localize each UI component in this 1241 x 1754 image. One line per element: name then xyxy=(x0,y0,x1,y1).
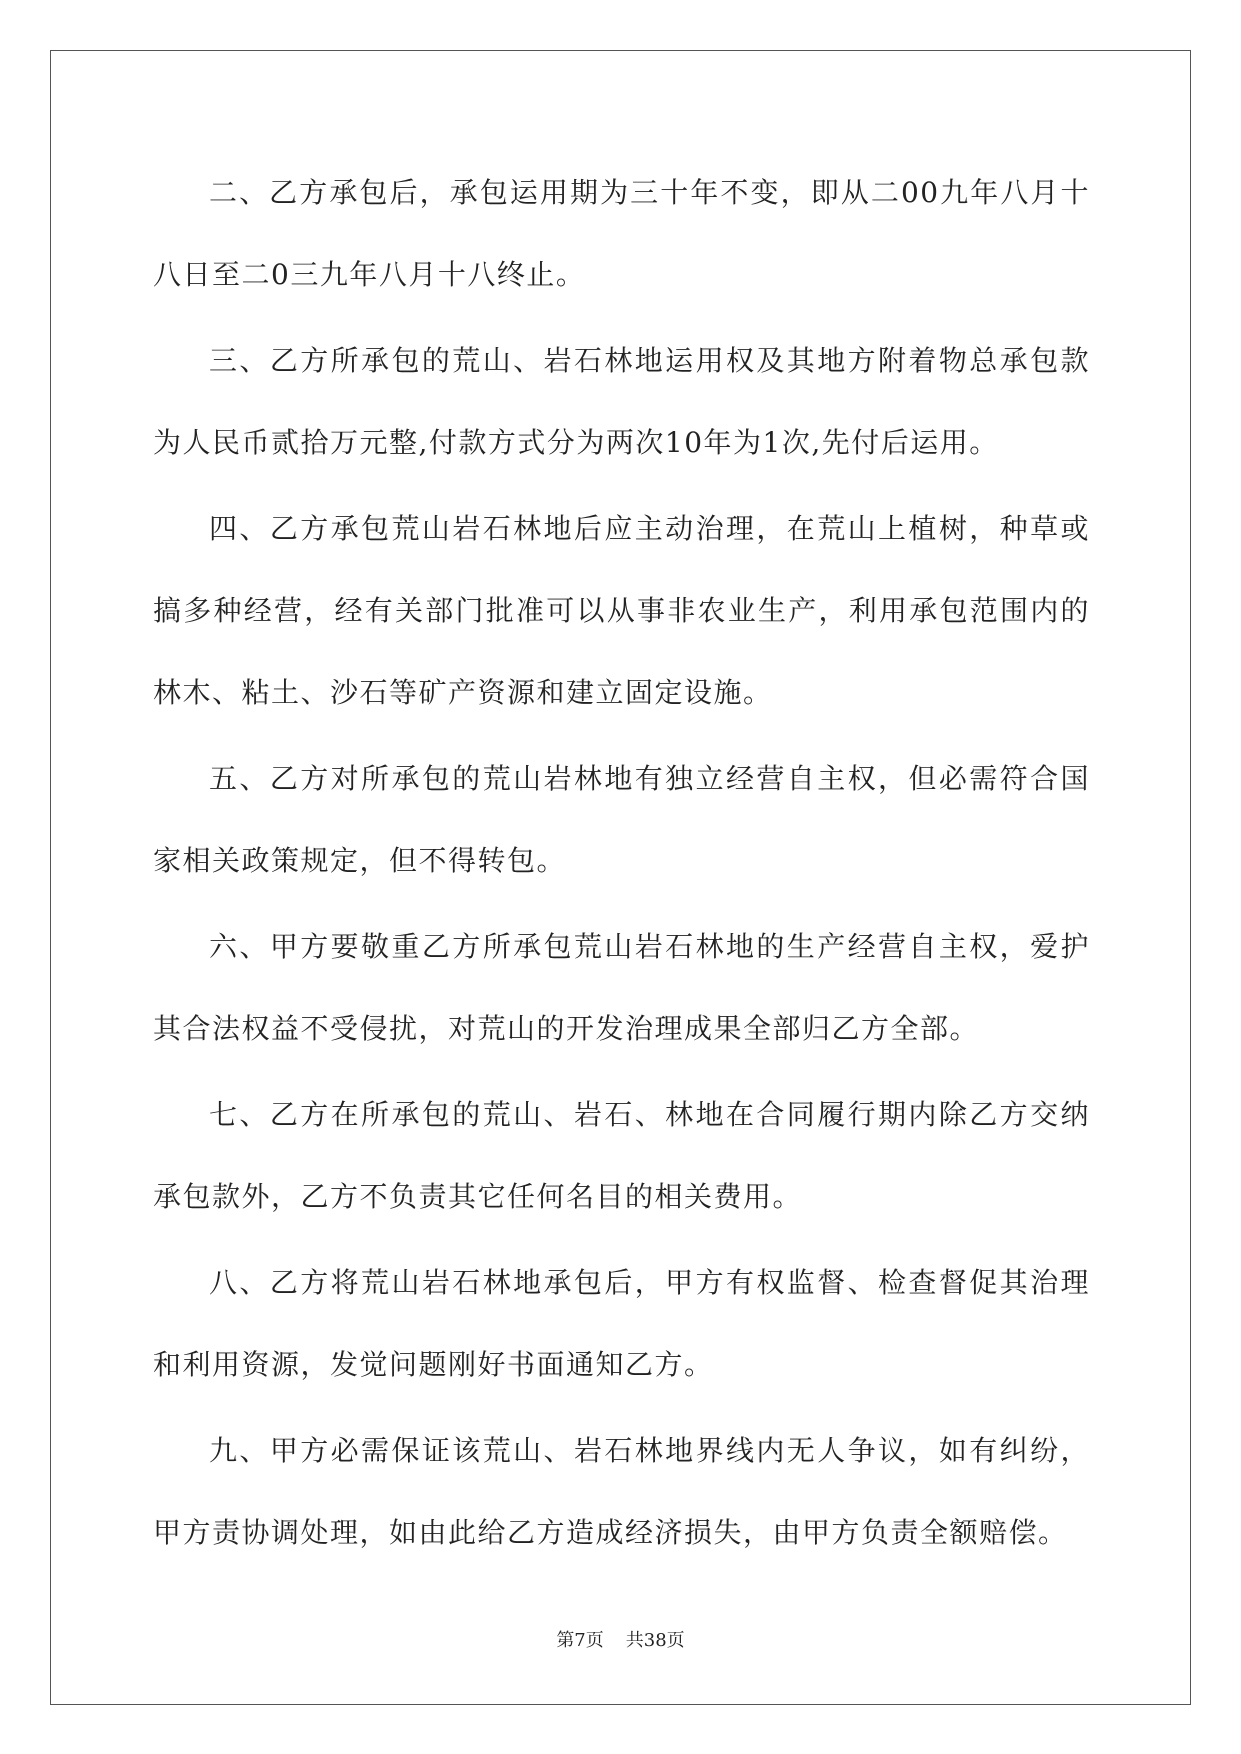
clause-4: 四、乙方承包荒山岩石林地后应主动治理，在荒山上植树，种草或搞多种经营，经有关部门批准可以从事非农业生产，利用承包范围内的林木、粘土、沙石等矿产资源和建立固定设施。 xyxy=(153,512,1090,709)
page-number: 第7页 xyxy=(556,1630,604,1651)
document-body xyxy=(153,152,1090,1578)
clause-9: 九、甲方必需保证该荒山、岩石林地界线内无人争议，如有纠纷，甲方责协调处理，如由此给乙方造成经济损失，由甲方负责全额赔偿。 xyxy=(153,1434,1090,1549)
clause-7: 七、乙方在所承包的荒山、岩石、林地在合同履行期内除乙方交纳承包款外，乙方不负责其它任何名目的相关费用。 xyxy=(153,1098,1090,1213)
clause-3: 三、乙方所承包的荒山、岩石林地运用权及其地方附着物总承包款为人民币贰拾万元整,付款方式分为两次10年为1次,先付后运用。 xyxy=(153,344,1090,459)
clause-6: 六、甲方要敬重乙方所承包荒山岩石林地的生产经营自主权，爱护其合法权益不受侵扰，对荒山的开发治理成果全部归乙方全部。 xyxy=(153,930,1090,1045)
clause-2: 二、乙方承包后，承包运用期为三十年不变，即从二00九年八月十八日至二0三九年八月十八终止。 xyxy=(153,176,1090,291)
page-footer xyxy=(0,1626,1241,1652)
clause-5: 五、乙方对所承包的荒山岩林地有独立经营自主权，但必需符合国家相关政策规定，但不得转包。 xyxy=(153,762,1090,877)
page-total: 共38页 xyxy=(625,1630,685,1651)
clause-8: 八、乙方将荒山岩石林地承包后，甲方有权监督、检查督促其治理和利用资源，发觉问题刚好书面通知乙方。 xyxy=(153,1266,1090,1381)
